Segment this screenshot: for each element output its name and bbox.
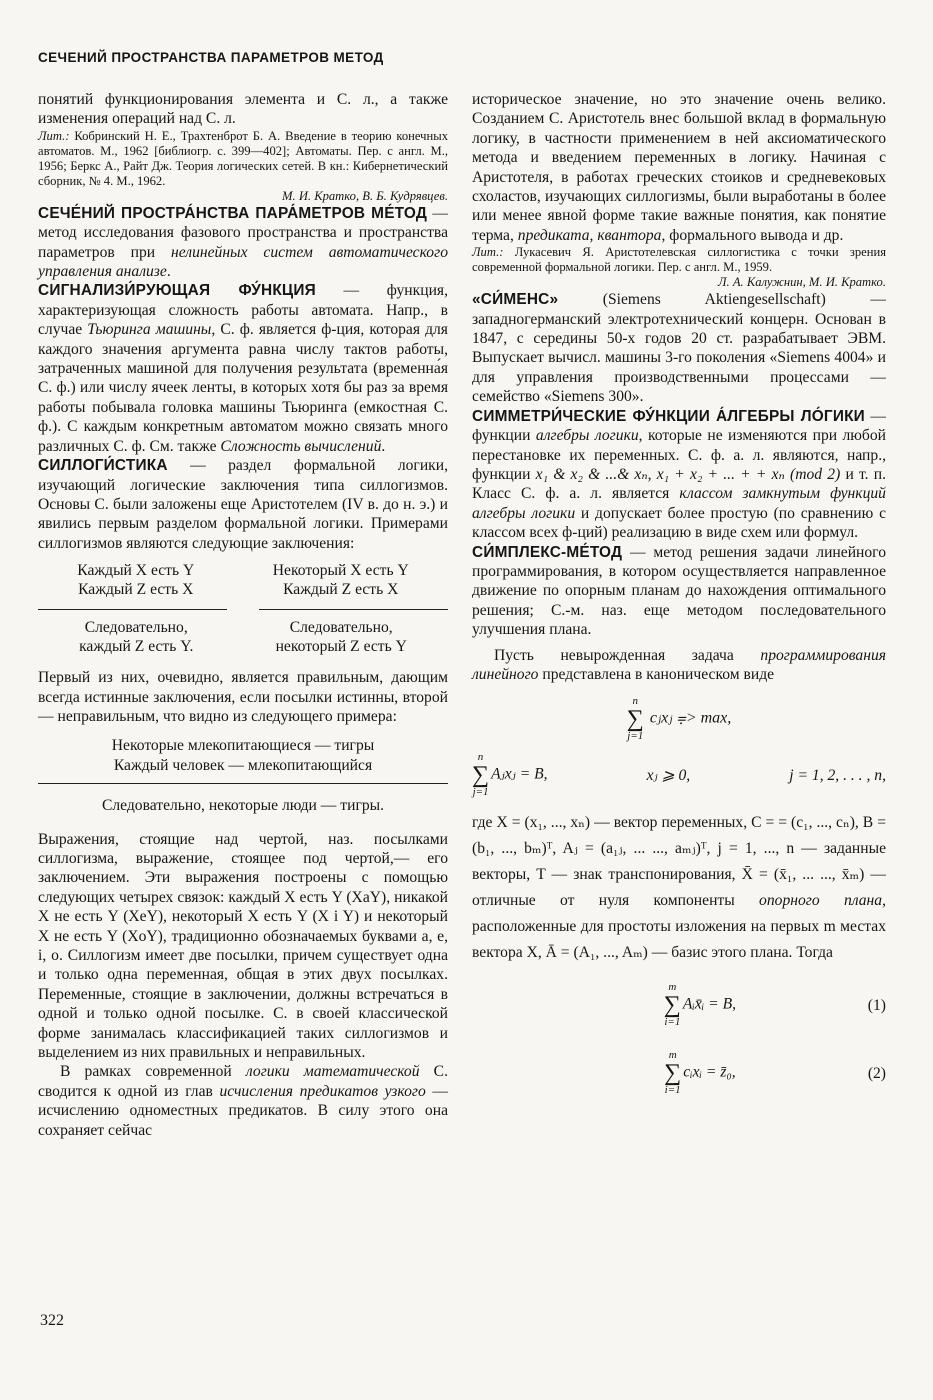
rule [38, 783, 448, 784]
sum-sign: n ∑ j=1 [626, 695, 644, 743]
paragraph: Пусть невырожденная задача программирования линейного представлена в каноническом виде [472, 646, 886, 683]
paragraph: Выражения, стоящие над чертой, наз. посылками силлогизма, выражение, стоящее под чертой,— его заключением. Эти выражения построены с помощью следующих четырех связок: каждый X есть Y (XaY), никакой X не есть Y (XeY), некоторый X есть Y (X i Y) и некоторый X не есть Y (XoY), традиционно обозначаемых буквами a, e, i, o. Силлогизм имеет две посылки, причем существует одна и только одна переменная, общая в этих двух посылках. Переменные, стоящие в заключении, должны встречаться в одной и только одной посылке. С. в своей классической форме занималась классификацией таких силлогизмов и выделением из них правильных и неправильных. [38, 830, 448, 1062]
entry-simplex: СИ́МПЛЕКС-МЕ́ТОД — метод решения задачи линейного программирования, в котором осуществляется направленное движение по опорным планам до нахождения оптимального решения; С.-м. наз. еще методом последовательного улучшения плана. [472, 543, 886, 639]
cross-reference: исчисления предикатов узкого [219, 1082, 426, 1100]
rule [38, 609, 227, 610]
example-conclusion: Следовательно, некоторые люди — тигры. [101, 797, 385, 815]
author-signature: Л. А. Калужнин, М. И. Кратко. [718, 275, 886, 290]
headword: СИММЕТРИ́ЧЕСКИЕ ФУ́НКЦИИ А́ЛГЕБРЫ ЛО́ГИКИ [472, 407, 865, 425]
headword: СИЛЛОГИ́СТИКА [38, 457, 168, 475]
equation-1: m ∑ i=1 Aᵢx̄ᵢ = B, (1) [663, 981, 886, 1029]
headword: «СИ́МЕНС» [472, 291, 559, 309]
formula-objective: n ∑ j=1 cⱼxⱼ ⩦> max, [626, 695, 732, 743]
cross-reference: Тьюринга машины [87, 321, 212, 339]
running-head: СЕЧЕНИЙ ПРОСТРАНСТВА ПАРАМЕТРОВ МЕТОД [38, 50, 384, 65]
formula-constraints: n ∑ j=1 Aⱼxⱼ = B, xⱼ ⩾ 0, j = 1, 2, . . . , n, [472, 751, 886, 799]
cross-reference: логики математической [245, 1063, 420, 1081]
literature: Лит.: Кобринский Н. Е., Трахтенброт Б. А. Введение в теорию конечных автоматов. М., 1962 [библиогр. с. 399—402]; Автоматы. Пер. с англ. М., 1956; Беркс А., Райт Дж. Теория логических сетей. В кн.: Кибернетический сборник, № 4. М., 1962. [38, 128, 448, 188]
cross-reference: опорного плана [759, 892, 883, 910]
syllogism-1: Каждый X есть Y Каждый Z есть X [77, 562, 195, 599]
paragraph: В рамках современной логики математической С. сводится к одной из глав исчисления предикатов узкого — исчислению одноместных предикатов. В силу этого она сохраняет сейчас [38, 1063, 448, 1139]
cross-reference: Сложность вычислений [220, 437, 382, 455]
entry-sechenii: СЕЧЕ́НИЙ ПРОСТРА́НСТВА ПАРА́МЕТРОВ МЕ́ТОД — метод исследования фазового пространства и пространства параметров при нелинейных систем автоматического управления анализе. [38, 204, 448, 281]
paragraph: Первый из них, очевидно, является правильным, дающим всегда истинные заключения, если посылки истинны, второй — неправильным, что видно из следующего примера: [38, 669, 448, 725]
entry-symmetric: СИММЕТРИ́ЧЕСКИЕ ФУ́НКЦИИ А́ЛГЕБРЫ ЛО́ГИКИ — функции алгебры логики, которые не изменяются при любой перестановке их переменных. С. ф. а. л. являются, напр., функции x₁ & x₂ & ...& xₙ, x₁ + x₂ + ... + + xₙ (mod 2) и т. п. Класс С. ф. а. л. является классом замкнутым функций алгебры логики и допускает более простую (по сравнению с классом всех ф-ций) реализацию в виде схем или формул. [472, 407, 887, 542]
rule [259, 609, 448, 610]
cross-reference: нелинейных систем автоматического управления анализе [38, 243, 448, 281]
example-premises: Некоторые млекопитающиеся — тигры Каждый человек — млекопитающийся [111, 737, 375, 774]
paragraph: понятий функционирования элемента и С. л., а также изменения операций над С. л. [38, 91, 448, 128]
formula: x₁ + x₂ + ... + + xₙ (mod 2) [656, 465, 841, 483]
cross-reference: классом замкнутым функций алгебры логики [472, 485, 886, 522]
equation-number: (2) [867, 1064, 886, 1082]
syllogism-rules [38, 609, 448, 610]
left-column [38, 90, 448, 1140]
sum-sign: n ∑ j=1 [472, 751, 490, 799]
cross-reference: предиката, квантора [517, 226, 662, 244]
cross-reference: программирования линейного [472, 646, 886, 683]
cross-reference: алгебры логики [535, 427, 639, 445]
syllogism-premises [38, 561, 448, 599]
paragraph: историческое значение, но это значение очень велико. Созданием С. Аристотель внес большой вклад в формальную логику, в частности применением в ней аксиоматического метода и введением переменных в логику. Начиная с Аристотеля, в работах греческих стоиков и средневековых схоластов, изучающих силлогизмы, были выработаны в более или менее явной форме такие важные понятия, как понятие терма, предиката, квантора, формального вывода и др. [472, 91, 886, 244]
author-signature: М. И. Кратко, В. Б. Кудрявцев. [282, 188, 448, 203]
entry-sillog: СИЛЛОГИ́СТИКА — раздел формальной логики, изучающий логические заключения типа силлогизмов. Основы С. были заложены еще Аристотелем (IV в. до н. э.) и явились первым разделом формальной логики. Примерами силлогизмов являются следующие заключения: [38, 457, 448, 552]
page-number: 322 [40, 1312, 64, 1329]
paragraph: где X = (x₁, ..., xₙ) — вектор переменных, C = = (c₁, ..., cₙ), B = (b₁, ..., bₘ)ᵀ, Aⱼ = (a₁ⱼ, ... ..., aₘⱼ)ᵀ, j = 1, ..., n — заданные векторы, T — знак транспонирования, X̄ = (x̄₁, ... ..., x̄ₘ) — отличные от нуля компоненты опорного плана, расположенные для простоты изложения на первых m местах вектора X, Ā = (A₁, ..., Aₘ) — базис этого плана. Тогда [472, 814, 886, 962]
right-column [472, 90, 886, 1106]
headword: СИГНАЛИЗИ́РУЮЩАЯ ФУ́НКЦИЯ [38, 282, 316, 300]
sum-sign: m ∑ i=1 [664, 1049, 682, 1097]
entry-siemens: «СИ́МЕНС» (Siemens Aktiengesellschaft) — западногерманский электротехнический концерн. Основан в 1847, с середины 50-х годов 20 ст. разрабатывает ЭВМ. Выпускает вычисл. машины 3-го поколения «Siemens 4004» и для управления производственными процессами — семейство «Siemens 300». [472, 291, 886, 406]
conclusion-1: Следовательно, каждый Z есть Y. [79, 619, 194, 656]
sum-sign: m ∑ i=1 [663, 981, 681, 1029]
formula: x₁ & x₂ & ...& xₙ, [535, 465, 652, 483]
headword: СЕЧЕ́НИЙ ПРОСТРА́НСТВА ПАРА́МЕТРОВ МЕ́ТОД [38, 204, 428, 222]
equation-number: (1) [867, 996, 886, 1014]
syllogism-conclusions [38, 618, 448, 656]
literature: Лит.: Лукасевич Я. Аристотелевская силлогистика с точки зрения современной формальной логики. Пер. с англ. М., 1959. [472, 245, 886, 275]
conclusion-2: Следовательно, некоторый Z есть Y [275, 619, 407, 656]
equation-2: m ∑ i=1 cᵢxᵢ = z̄₀, (2) [664, 1049, 886, 1097]
entry-signal: СИГНАЛИЗИ́РУЮЩАЯ ФУ́НКЦИЯ — функция, характеризующая сложность работы автомата. Напр., в случае Тьюринга машины, С. ф. является ф-ция, которая для каждого значения аргумента равна числу тактов работы, затраченных машиной для получения результата (временна́я С. ф.) или числу ячеек ленты, в которых хотя бы раз за время работы побывала головка машины Тьюринга (емкостная С. ф.). С каждым конкретным автоматом можно связать много различных С. ф. См. также Сложность вычислений. [38, 282, 448, 455]
syllogism-2: Некоторый X есть Y Каждый Z есть X [272, 562, 409, 599]
headword: СИ́МПЛЕКС-МЕ́ТОД [472, 543, 623, 561]
